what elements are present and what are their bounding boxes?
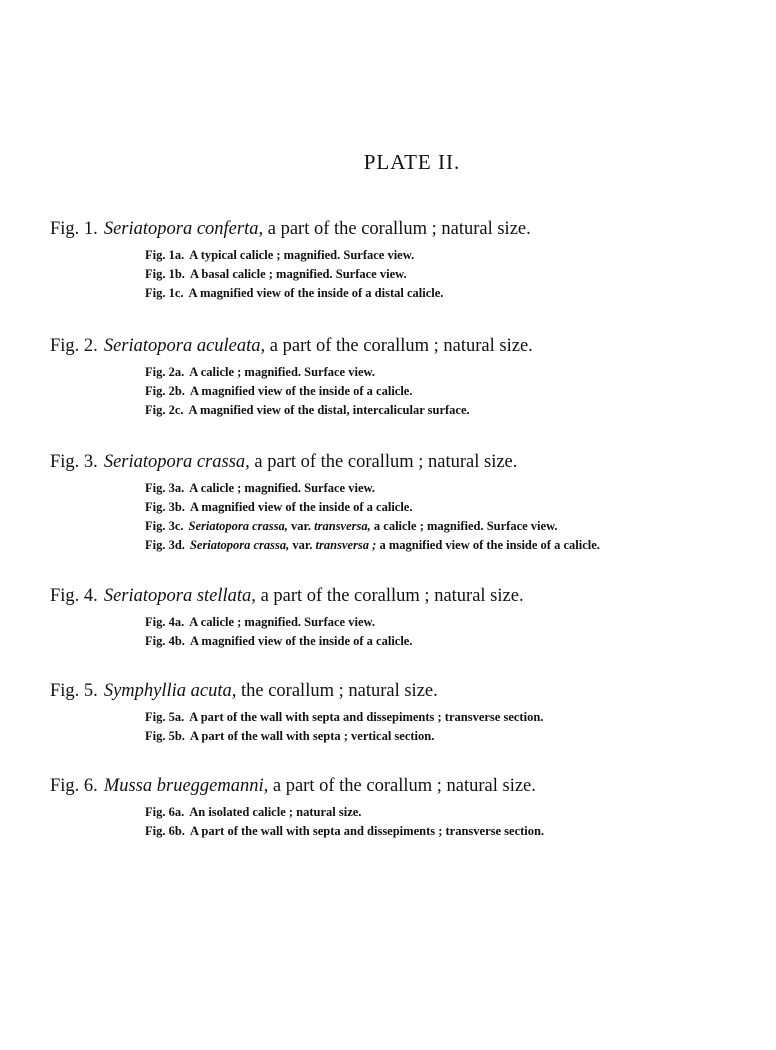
species-name: Seriatopora crassa,	[103, 452, 250, 472]
subfigure-list	[50, 708, 750, 746]
subfigure-label: Fig. 1c.	[145, 286, 184, 300]
subfigure-text: A part of the wall with septa and dissepiments ; transverse section.	[189, 710, 544, 724]
variety-name: transversa,	[314, 519, 371, 533]
figure-number: Fig. 4.	[50, 586, 98, 606]
subfigure-item	[145, 727, 750, 746]
figure-description: a part of the corallum ; natural size.	[265, 336, 533, 356]
subfigure-text: An isolated calicle ; natural size.	[189, 805, 362, 819]
subfigure-list	[50, 246, 750, 303]
figure-number: Fig. 1.	[50, 219, 98, 239]
subfigure-item	[145, 498, 750, 517]
subfigure-label: Fig. 3a.	[145, 481, 185, 495]
subfigure-label: Fig. 2b.	[145, 384, 185, 398]
subfigure-list	[50, 363, 750, 420]
species-name: Seriatopora crassa,	[188, 519, 288, 533]
subfigure-text: A basal calicle ; magnified. Surface view.	[189, 267, 407, 281]
subfigure-item	[145, 803, 750, 822]
subfigure-label: Fig. 3c.	[145, 519, 184, 533]
figure-entry-1	[50, 218, 750, 303]
figure-entry-2	[50, 335, 750, 420]
subfigure-text: A magnified view of the inside of a calicle.	[189, 384, 413, 398]
subfigure-item	[145, 708, 750, 727]
variety-prefix: var.	[287, 519, 315, 533]
subfigure-text: a magnified view of the inside of a calicle.	[376, 538, 600, 552]
subfigure-text: A typical calicle ; magnified. Surface view.	[189, 248, 415, 262]
subfigure-label: Fig. 6b.	[145, 824, 185, 838]
subfigure-text: A calicle ; magnified. Surface view.	[189, 615, 375, 629]
subfigure-text: A part of the wall with septa ; vertical section.	[189, 729, 435, 743]
subfigure-label: Fig. 5b.	[145, 729, 185, 743]
subfigure-item	[145, 246, 750, 265]
figure-number: Fig. 6.	[50, 776, 98, 796]
figure-entry-4	[50, 585, 750, 651]
subfigure-item	[145, 479, 750, 498]
subfigure-label: Fig. 1b.	[145, 267, 185, 281]
subfigure-label: Fig. 5a.	[145, 710, 185, 724]
species-name: Seriatopora crassa,	[189, 538, 290, 552]
subfigure-item	[145, 265, 750, 284]
figure-number: Fig. 5.	[50, 681, 98, 701]
subfigure-text: a calicle ; magnified. Surface view.	[370, 519, 558, 533]
figure-entry-3	[50, 451, 750, 555]
species-name: Seriatopora stellata,	[103, 586, 256, 606]
subfigure-list	[50, 479, 750, 555]
species-name: Symphyllia acuta,	[103, 681, 237, 701]
subfigure-item	[145, 536, 750, 555]
subfigure-text: A calicle ; magnified. Surface view.	[189, 481, 375, 495]
subfigure-item	[145, 517, 750, 536]
subfigure-label: Fig. 6a.	[145, 805, 185, 819]
subfigure-label: Fig. 2a.	[145, 365, 185, 379]
species-name: Seriatopora aculeata,	[103, 336, 266, 356]
species-name: Seriatopora conferta,	[103, 219, 264, 239]
figure-caption	[50, 680, 750, 702]
variety-prefix: var.	[289, 538, 316, 552]
subfigure-item	[145, 632, 750, 651]
figure-number: Fig. 2.	[50, 336, 98, 356]
subfigure-item	[145, 382, 750, 401]
subfigure-label: Fig. 4b.	[145, 634, 185, 648]
subfigure-list	[50, 613, 750, 651]
subfigure-item	[145, 401, 750, 420]
figure-description: a part of the corallum ; natural size.	[255, 586, 524, 606]
subfigure-text: A magnified view of the inside of a distal calicle.	[188, 286, 444, 300]
figure-entry-5	[50, 680, 750, 746]
figure-description: the corallum ; natural size.	[236, 681, 438, 701]
subfigure-text: A magnified view of the distal, intercalicular surface.	[188, 403, 470, 417]
figure-caption	[50, 335, 750, 357]
subfigure-label: Fig. 3d.	[145, 538, 185, 552]
figure-description: a part of the corallum ; natural size.	[268, 776, 536, 796]
subfigure-label: Fig. 1a.	[145, 248, 185, 262]
subfigure-item	[145, 613, 750, 632]
figure-caption	[50, 585, 750, 607]
figure-number: Fig. 3.	[50, 452, 98, 472]
species-name: Mussa brueggemanni,	[103, 776, 269, 796]
figure-description: a part of the corallum ; natural size.	[249, 452, 518, 472]
figure-caption	[50, 451, 750, 473]
subfigure-text: A magnified view of the inside of a calicle.	[189, 634, 413, 648]
subfigure-item	[145, 363, 750, 382]
subfigure-text: A calicle ; magnified. Surface view.	[189, 365, 375, 379]
subfigure-label: Fig. 3b.	[145, 500, 185, 514]
plate-title: PLATE II.	[363, 150, 461, 174]
subfigure-text: A magnified view of the inside of a calicle.	[189, 500, 413, 514]
figure-caption	[50, 775, 750, 797]
figure-entry-6	[50, 775, 750, 841]
subfigure-label: Fig. 2c.	[145, 403, 184, 417]
figure-description: a part of the corallum ; natural size.	[263, 219, 531, 239]
subfigure-label: Fig. 4a.	[145, 615, 185, 629]
subfigure-item	[145, 284, 750, 303]
variety-name: transversa ;	[315, 538, 377, 552]
subfigure-text: A part of the wall with septa and dissepiments ; transverse section.	[189, 824, 545, 838]
figure-caption	[50, 218, 750, 240]
subfigure-list	[50, 803, 750, 841]
subfigure-item	[145, 822, 750, 841]
